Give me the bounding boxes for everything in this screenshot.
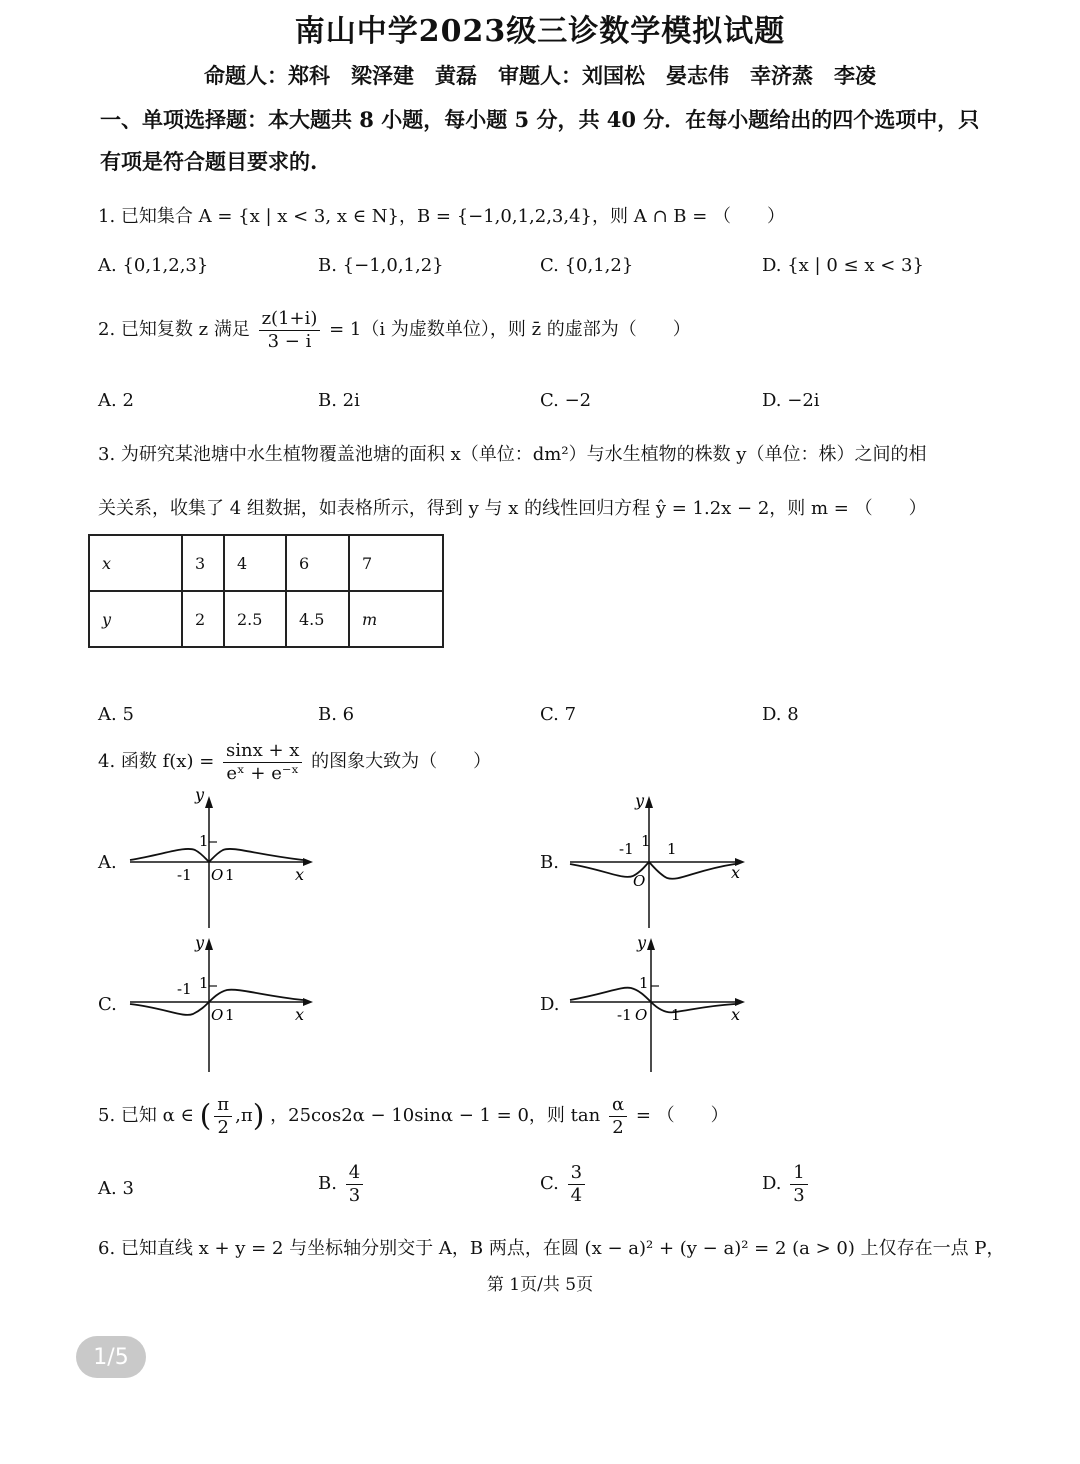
y-axis-arrow-icon	[645, 796, 653, 808]
q5-half-num: α	[609, 1094, 627, 1117]
q5-interval-num: π	[214, 1094, 232, 1117]
frac-num: 1	[790, 1162, 807, 1185]
x-label: x	[731, 863, 741, 882]
q5-interval-tail: ,π	[235, 1105, 253, 1127]
origin-label: O	[211, 866, 224, 884]
exam-authors: 命题人：郑科 梁泽建 黄磊 审题人：刘国松 晏志伟 幸济蒸 李凌	[204, 63, 876, 88]
table-row	[89, 591, 443, 647]
table-cell: 3	[182, 535, 224, 591]
q2-suffix: = 1（i 为虚数单位），则 z̄ 的虚部为（ ）	[329, 319, 691, 341]
table-cell: 7	[349, 535, 443, 591]
frac-den: 3	[793, 1184, 805, 1206]
q5-option-b[interactable]	[318, 1162, 366, 1206]
page-footer: 第 1页/共 5页	[486, 1275, 594, 1295]
tick-label-1y: 1	[199, 832, 209, 850]
origin-label: O	[635, 1006, 648, 1024]
question-1: 1. 已知集合 A = {x | x < 3, x ∈ N}，B = {−1,0,1,2,3,4}，则 A ∩ B = （ ）	[98, 206, 786, 227]
y-label: y	[195, 933, 205, 952]
tick-label-1x: 1	[225, 1006, 235, 1024]
q2-prefix: 2. 已知复数 z 满足	[98, 319, 250, 341]
q5-option-d[interactable]	[762, 1162, 811, 1206]
option-value: 3	[122, 1178, 134, 1199]
tick-label-1y: 1	[199, 974, 209, 992]
table-cell: 6	[286, 535, 349, 591]
question-4	[98, 740, 491, 784]
q4-fraction	[223, 740, 302, 784]
tick-label-neg1: -1	[177, 980, 192, 998]
q5-suffix: = （ ）	[635, 1105, 729, 1127]
option-label: C.	[540, 1173, 559, 1195]
tick-label-1x: 1	[671, 1006, 681, 1024]
q4-option-c[interactable]: C.	[98, 994, 117, 1015]
q4-option-d[interactable]: D.	[540, 994, 560, 1015]
tick-label-neg1: -1	[619, 840, 634, 858]
table-cell: 2	[182, 591, 224, 647]
table-cell: 4.5	[286, 591, 349, 647]
q4-prefix: 4. 函数 f(x) =	[98, 751, 215, 773]
x-axis-arrow-icon	[303, 998, 313, 1006]
frac-num: 3	[568, 1162, 585, 1185]
table-cell: x	[89, 535, 182, 591]
y-axis-arrow-icon	[205, 796, 213, 808]
q5-half-angle	[609, 1094, 627, 1138]
curve	[570, 862, 735, 879]
q4-graph-a[interactable]	[125, 788, 315, 928]
q3-option-d[interactable]: D. 8	[762, 704, 799, 725]
q4-option-a[interactable]: A.	[98, 852, 117, 873]
q1-option-b[interactable]: B. {−1,0,1,2}	[318, 255, 444, 276]
curve	[130, 849, 303, 862]
y-label: y	[635, 791, 645, 810]
x-label: x	[731, 1005, 741, 1024]
q3-option-c[interactable]: C. 7	[540, 704, 577, 725]
q5-interval-fraction	[214, 1094, 232, 1138]
q5-middle: ，25cos2α − 10sinα − 1 = 0，则 tan	[270, 1105, 601, 1127]
option-fraction	[346, 1162, 363, 1206]
table-cell: y	[89, 591, 182, 647]
q1-option-d[interactable]: D. {x | 0 ≤ x < 3}	[762, 255, 924, 276]
question-3-line2: 关关系，收集了 4 组数据，如表格所示，得到 y 与 x 的线性回归方程 ŷ = 1.2x − 2，则 m = （ ）	[98, 498, 927, 519]
tick-label-1x: 1	[667, 840, 677, 858]
q4-graph-d[interactable]	[565, 930, 755, 1072]
q1-option-c[interactable]: C. {0,1,2}	[540, 255, 634, 276]
section-heading-line1: 一、单项选择题：本大题共 8 小题，每小题 5 分，共 40 分．在每小题给出的四个选项中，只	[100, 107, 980, 132]
q4-suffix: 的图象大致为（ ）	[311, 751, 492, 773]
x-label: x	[295, 1005, 305, 1024]
q2-option-a[interactable]: A. 2	[98, 390, 134, 411]
q5-paren-close: )	[252, 1098, 265, 1134]
q3-option-a[interactable]: A. 5	[98, 704, 134, 725]
y-axis-arrow-icon	[647, 938, 655, 950]
question-6: 6. 已知直线 x + y = 2 与坐标轴分别交于 A，B 两点，在圆 (x − a)² + (y − a)² = 2 (a > 0) 上仅存在一点 P，	[98, 1238, 1005, 1259]
y-label: y	[637, 933, 647, 952]
tick-label-1x: 1	[225, 866, 235, 884]
section-heading-line2: 有项是符合题目要求的.	[100, 149, 318, 174]
curve	[570, 988, 735, 1013]
option-fraction	[790, 1162, 807, 1206]
table-cell: 4	[224, 535, 286, 591]
frac-num: 4	[346, 1162, 363, 1185]
question-5	[98, 1094, 729, 1138]
q1-option-a[interactable]: A. {0,1,2,3}	[98, 255, 209, 276]
table-cell: 2.5	[224, 591, 286, 647]
tick-label-neg1: -1	[617, 1006, 632, 1024]
q5-option-c[interactable]	[540, 1162, 588, 1206]
exam-title: 南山中学2023级三诊数学模拟试题	[294, 14, 786, 49]
x-label: x	[295, 865, 305, 884]
x-axis-arrow-icon	[303, 858, 313, 866]
origin-label: O	[633, 872, 646, 890]
option-label: D.	[762, 1173, 782, 1195]
q4-graph-c[interactable]	[125, 930, 315, 1072]
question-2	[98, 308, 691, 352]
q2-frac-num: z(1+i)	[259, 308, 321, 331]
q5-option-a[interactable]	[98, 1178, 134, 1199]
q3-data-table	[88, 534, 444, 648]
q5-paren-open: (	[199, 1098, 212, 1134]
q2-frac-den: 3 − i	[267, 330, 312, 352]
option-fraction	[568, 1162, 585, 1206]
table-cell: m	[349, 591, 443, 647]
option-label: B.	[318, 1173, 337, 1195]
q2-fraction	[259, 308, 321, 352]
question-3-line1: 3. 为研究某池塘中水生植物覆盖池塘的面积 x（单位：dm²）与水生植物的株数 y（单位：株）之间的相	[98, 444, 927, 465]
q4-frac-num: sinx + x	[223, 740, 302, 763]
y-label: y	[195, 788, 205, 804]
option-label: A.	[98, 1178, 117, 1199]
q2-option-c[interactable]: C. −2	[540, 390, 592, 411]
origin-label: O	[211, 1006, 224, 1024]
y-axis-arrow-icon	[205, 938, 213, 950]
q5-half-den: 2	[612, 1116, 624, 1138]
frac-den: 4	[570, 1184, 583, 1206]
q4-option-b[interactable]: B.	[540, 852, 559, 873]
page-indicator[interactable]: 1/5	[76, 1336, 146, 1378]
table-row	[89, 535, 443, 591]
tick-label-1y: 1	[639, 974, 649, 992]
q5-prefix: 5. 已知 α ∈	[98, 1105, 194, 1127]
q3-option-b[interactable]: B. 6	[318, 704, 355, 725]
q2-option-d[interactable]: D. −2i	[762, 390, 820, 411]
q4-frac-den: eˣ + e⁻ˣ	[226, 762, 300, 784]
q5-interval-den: 2	[217, 1116, 229, 1138]
frac-den: 3	[348, 1184, 361, 1206]
q4-graph-b[interactable]	[565, 788, 755, 928]
q2-option-b[interactable]: B. 2i	[318, 390, 360, 411]
tick-label-1y: 1	[641, 832, 651, 850]
tick-label-neg1: -1	[177, 866, 192, 884]
